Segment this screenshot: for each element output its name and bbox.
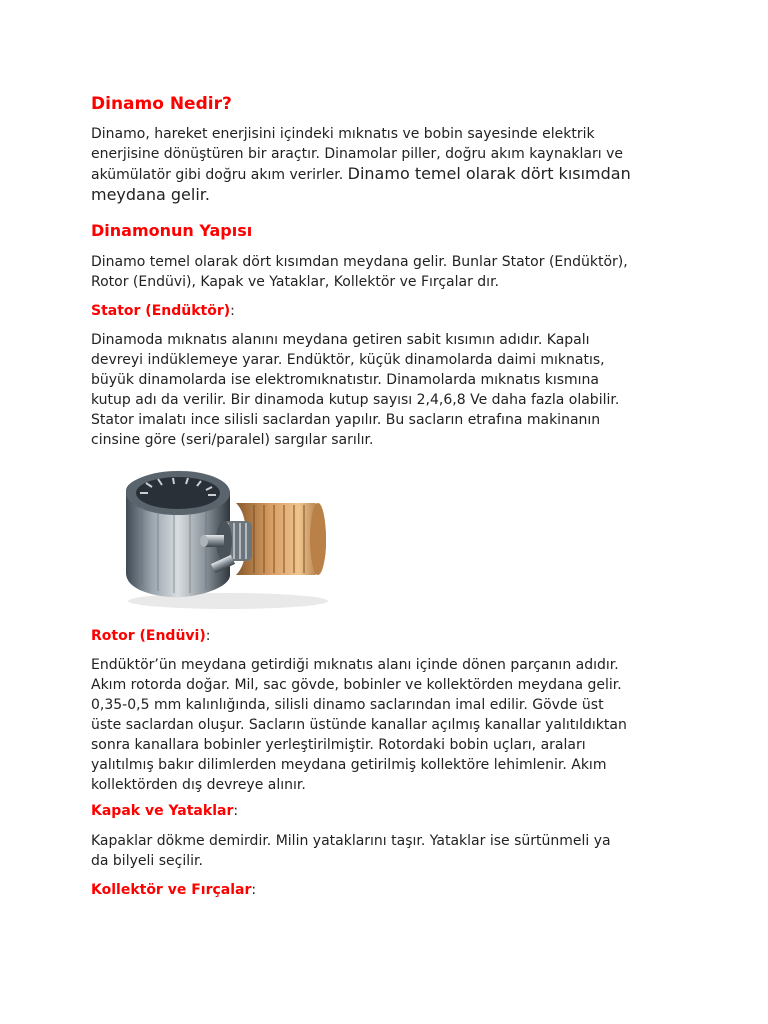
cover-paragraph: [91, 831, 691, 871]
structure-paragraph: [91, 252, 691, 292]
heading-rotor-title: Rotor (Endüvi): [91, 628, 206, 644]
stator-line-5: Stator imalatı ince silisli saclardan yapılır. Bu sacların etrafına makinanın: [91, 412, 601, 428]
heading-stator-colon: :: [230, 303, 235, 319]
stator-line-6: cinsine göre (seri/paralel) sargılar sarılır.: [91, 432, 374, 448]
heading-dinamo-nedir: Dinamo Nedir?: [91, 94, 232, 114]
heading-rotor: [91, 626, 210, 646]
stator-line-2: devreyi indüklemeye yarar. Endüktör, küçük dinamolarda daimi mıknatıs,: [91, 352, 605, 368]
heading-kollektor-colon: :: [251, 882, 257, 898]
intro-line-2: enerjisine dönüştüren bir araçtır. Dinamolar piller, doğru akım kaynakları ve: [91, 146, 623, 162]
heading-kapak: [91, 801, 238, 821]
rotor-paragraph: [91, 655, 691, 795]
rotor-line-2: Akım rotorda doğar. Mil, sac gövde, bobinler ve kollektörden meydana gelir.: [91, 677, 622, 693]
stator-line-4: kutup adı da verilir. Bir dinamoda kutup sayısı 2,4,6,8 Ve daha fazla olabilir.: [91, 392, 620, 408]
heading-kapak-title: Kapak ve Yataklar: [91, 803, 234, 819]
heading-kollektor-title: Kollektör ve Fırçalar: [91, 882, 252, 898]
intro-line-3: akümülatör gibi doğru akım verirler.: [91, 167, 344, 183]
intro-line-4: meydana gelir.: [91, 185, 210, 204]
rotor-line-4: üste saclardan oluşur. Sacların üstünde kanallar açılmış kanallar yalıtıldıktan: [91, 717, 627, 733]
intro-line-3-tail: Dinamo temel olarak dört kısımdan: [347, 164, 631, 183]
rotor-line-3: 0,35-0,5 mm kalınlığında, silisli dinamo saclarından imal edilir. Gövde üst: [91, 697, 604, 713]
structure-line-2: Rotor (Endüvi), Kapak ve Yataklar, Kollektör ve Fırçalar dır.: [91, 274, 499, 290]
heading-dinamonun-yapisi: Dinamonun Yapısı: [91, 221, 253, 240]
intro-line-1: Dinamo, hareket enerjisini içindeki mıknatıs ve bobin sayesinde elektrik: [91, 126, 595, 142]
heading-stator: [91, 301, 235, 321]
heading-rotor-colon: :: [205, 628, 211, 644]
stator-rotor-photo-icon: [118, 463, 334, 611]
heading-kapak-colon: :: [233, 803, 239, 819]
intro-paragraph: [91, 124, 691, 206]
rotor-line-7: kollektörden dış devreye alınır.: [91, 777, 306, 793]
stator-line-1: Dinamoda mıknatıs alanını meydana getiren sabit kısımın adıdır. Kapalı: [91, 332, 590, 348]
stator-paragraph: [91, 330, 691, 450]
rotor-line-5: sonra kanallara bobinler yerleştirilmiştir. Rotordaki bobin uçları, araları: [91, 737, 586, 753]
stator-line-3: büyük dinamolarda ise elektromıknatıstır. Dinamolarda mıknatıs kısmına: [91, 372, 599, 388]
rotor-line-6: yalıtılmış bakır dilimlerden meydana getirilmiş kollektöre lehimlenir. Akım: [91, 757, 607, 773]
rotor-line-1: Endüktör’ün meydana getirdiği mıknatıs alanı içinde dönen parçanın adıdır.: [91, 657, 619, 673]
structure-line-1: Dinamo temel olarak dört kısımdan meydana gelir. Bunlar Stator (Endüktör),: [91, 254, 628, 270]
cover-line-1: Kapaklar dökme demirdir. Milin yataklarını taşır. Yataklar ise sürtünmeli ya: [91, 833, 611, 849]
heading-kollektor: [91, 880, 256, 900]
heading-stator-title: Stator (Endüktör): [91, 303, 231, 319]
cover-line-2: da bilyeli seçilir.: [91, 853, 203, 869]
